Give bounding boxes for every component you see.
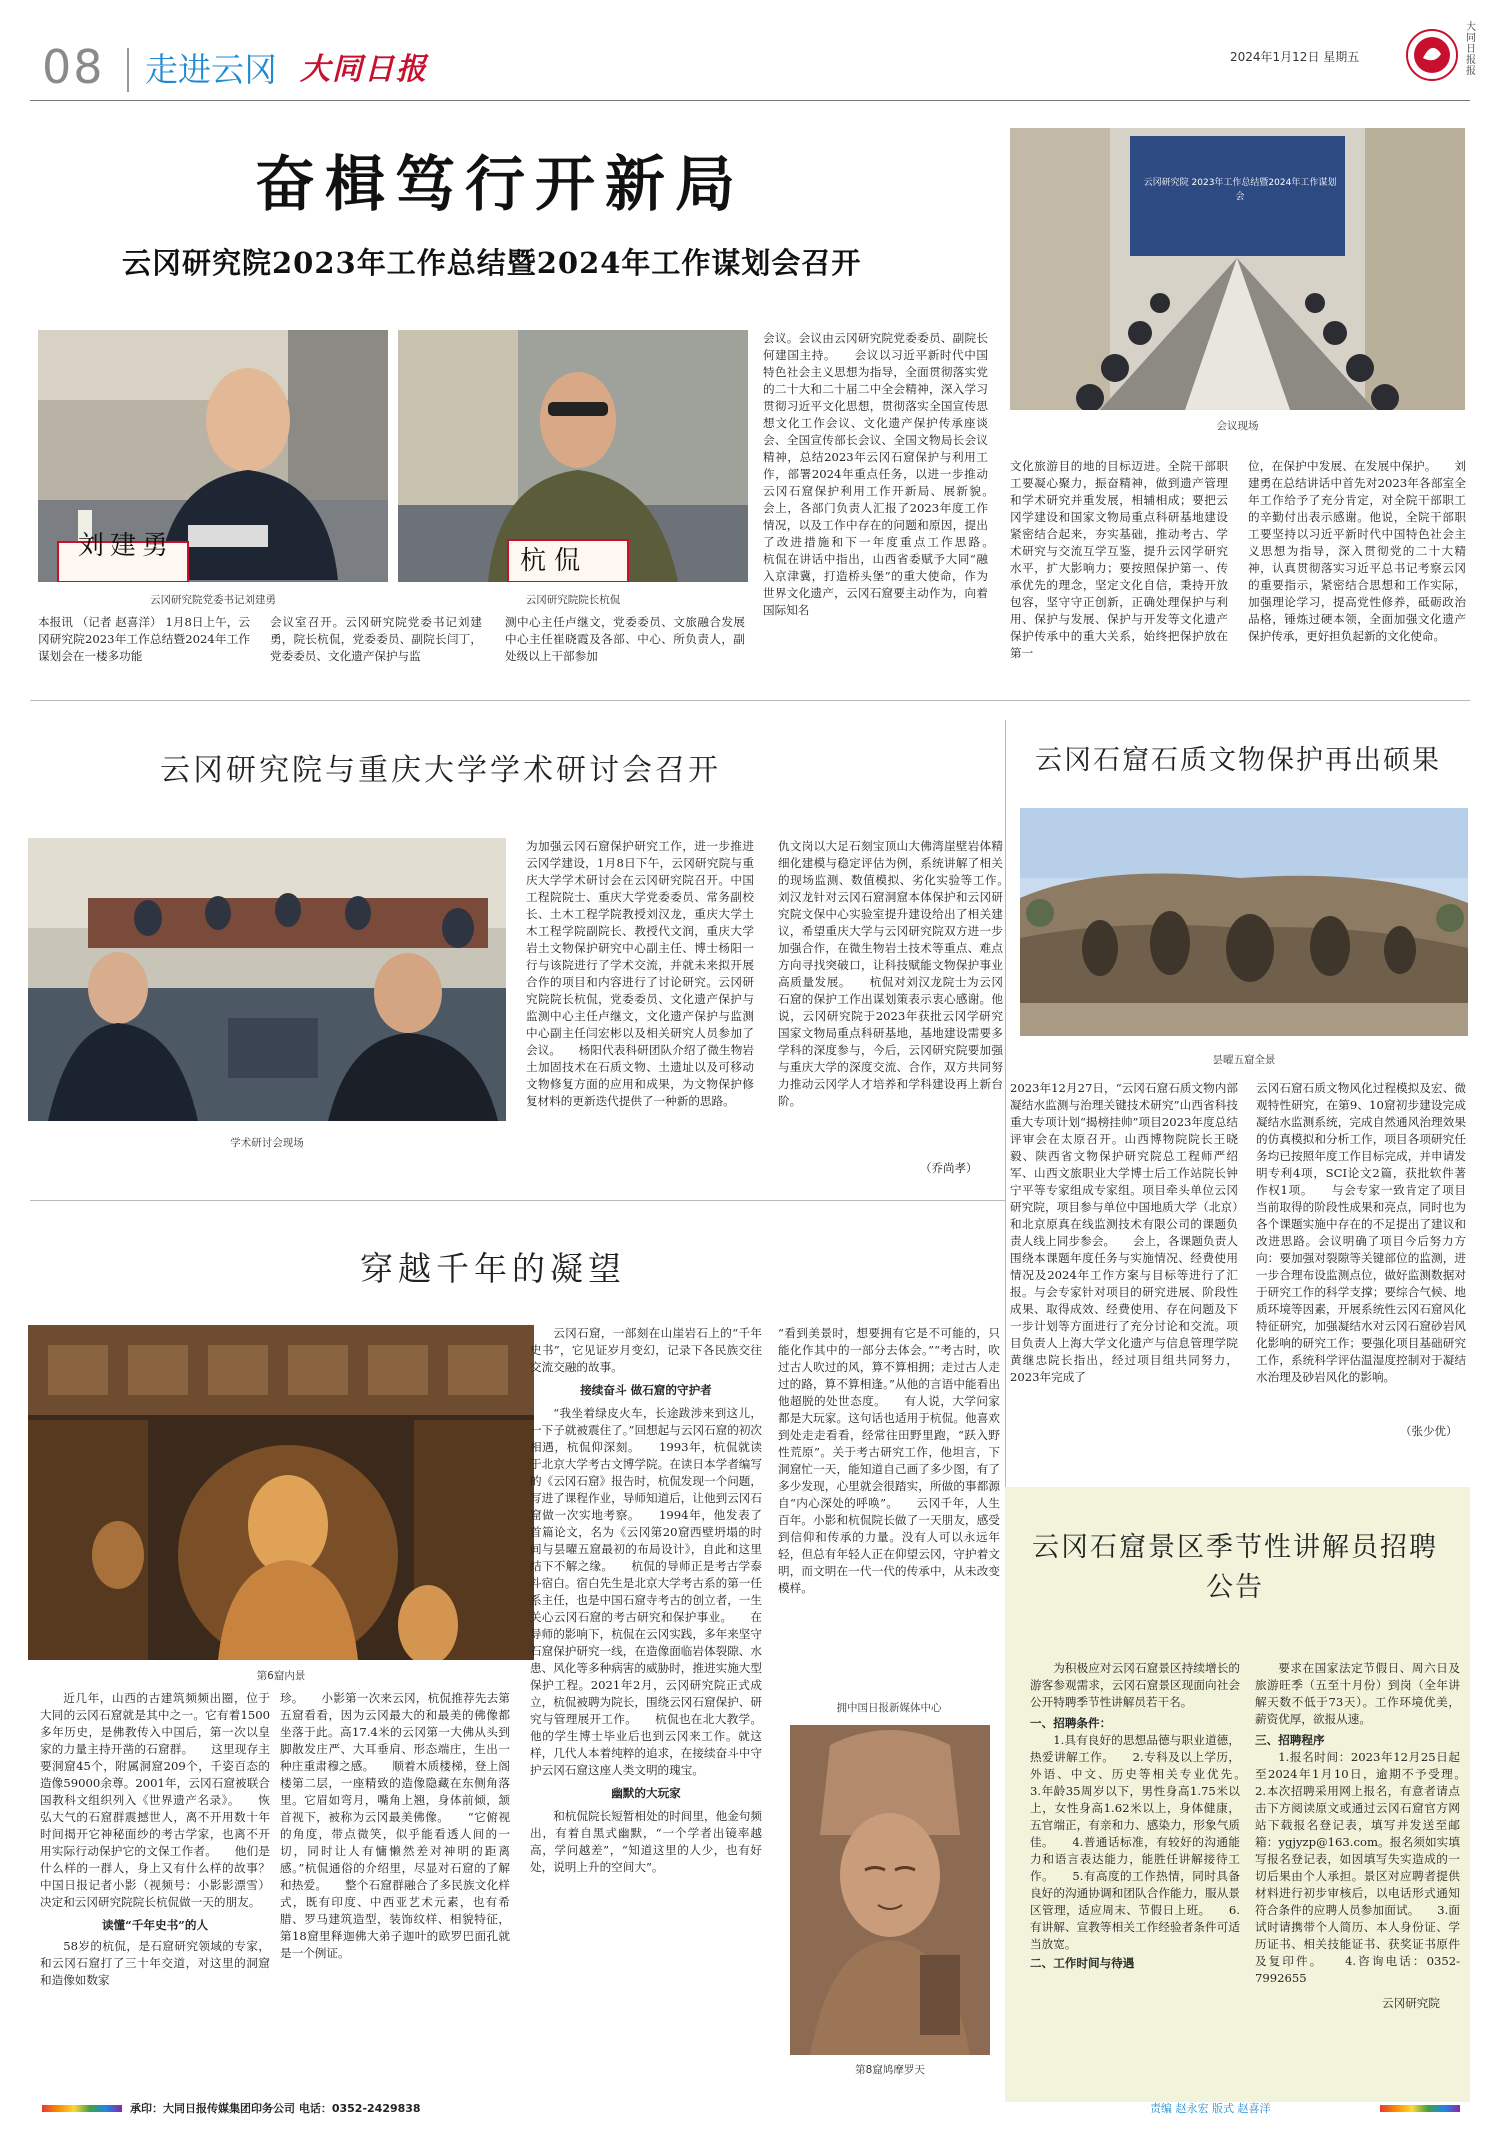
paper-logo: 大同日报 [300,52,428,87]
recruit-h3: 三、招聘程序 [1255,1733,1325,1747]
section-title: 走进云冈 [145,50,277,89]
article4-col4: “看到美景时，想要拥有它是不可能的，只能化作其中的一部分去体会。”“考古时，吹过古人吹过的风，算不算相拥；走过古人走过的路，算不算相逢。”从他的言语中能看出他超脱的处世态度。 有人说，大学问家都是大玩家。这句话也适用于杭侃。他喜欢到处走走看看，经常往田野里跑，“跃入野性荒原”。关于考古研究工作，他坦言，下洞窟忙一天，能知道自己画了多少图，有了多少发现，心里就会很踏实，所做的事都源自“内心深处的呼唤”。 云冈千年，人生百年。小影和杭侃院长做了一天朋友，感受到信仰和传承的力量。没有人可以永远年轻，但总有年轻人正在仰望云冈，守护着文明，而文明在一代一代的传承中，从未改变模样。 [778,1326,1000,1595]
photo2-caption: 云冈研究院院长杭侃 [525,594,621,606]
recruit-col1 [1030,1660,1240,2100]
article3-col2: 云冈石窟石质文物风化过程模拟及宏、微观特性研究，在第9、10窟初步建设完成凝结水监测系统，完成自然通风治理效果的仿真模拟和分析工作，项目各项研究任务均已按照年度工作目标完成，并申请发明专利4项，SCI论文2篇，获批软件著作权1项。 与会专家一致肯定了项目当前取得的阶段性成果和亮点，同时也为各个课题实施中存在的不足提出了建议和改进思路。会议明确了项目今后努力方向：要加强对裂隙等关键部位的监测，进一步合理布设监测点位，做好监测数据对于研究工作的科学支撑；要综合气候、地质环境等因素，开展系统性云冈石窟风化特征研究，加强凝结水对云冈石窟砂岩风化影响的研究工作；要强化项目基础研究工作，系统科学评估温湿度控制对于凝结水治理及砂岩风化的影响。 [1256,1081,1466,1384]
article3-byline: （张少优） [1400,1424,1458,1438]
seminar-caption: 学术研讨会现场 [230,1137,304,1149]
meeting-screen-text: 云冈研究院 2023年工作总结暨2024年工作谋划会 [1143,178,1337,202]
photo1-caption: 云冈研究院党委书记刘建勇 [150,594,276,606]
article2-headline: 云冈研究院与重庆大学学术研讨会召开 [160,753,721,788]
footer-editor: 责编 赵永宏 版式 赵喜洋 [1150,2102,1271,2115]
footer-printer: 承印：大同日报传媒集团印务公司 电话：0352-2429838 [130,2102,421,2115]
footer-color-bar-left [42,2105,122,2112]
article4-col1-subhead: 读懂“千年史书”的人 [101,1918,209,1932]
article4-col3-subhead: 接续奋斗 做石窟的守护者 [580,1383,712,1397]
article4-col1-text: 近几年，山西的古建筑频频出圈，位于大同的云冈石窟就是其中之一。它有着1500多年历史，是佛教传入中国后，第一次以皇家的力量主持开凿的石窟群。 这里现存主要洞窟45个，附属洞窟209个，千姿百态的造像59000余尊。2001年，云冈石窟被联合国教科文组织列入《世界遗产名录》。 恢弘大气的石窟群震撼世人，离不开用数十年时间揭开它神秘面纱的考古学家，也离不开用实际行动保护它的文保工作者。 他们是什么样的一群人，身上又有什么样的故事？中国日报记者小影（视频号：小影影漂雪）决定和云冈研究院院长杭侃做一天的朋友。 [40,1691,270,1909]
recruit-col2 [1255,1660,1460,2100]
article2-byline: （乔尚孝） [920,1161,978,1175]
article4-col3-tail: 和杭侃院长短暂相处的时间里，他金句频出，有着自黑式幽默，“一个学者出镜率越高，学问越差”，“知道这里的人少，也有好处，说明上升的空间大”。 [530,1809,762,1874]
footer-color-bar-right [1380,2105,1460,2112]
issue-date: 2024年1月12日 星期五 [1230,50,1360,64]
article4-headline: 穿越千年的凝望 [360,1249,626,1288]
photo1-nameplate: 刘建勇 [78,531,175,561]
recruit-intro: 为积极应对云冈石窟景区持续增长的游客参观需求，云冈石窟景区现面向社会公开特聘季节性讲解员若干名。 [1030,1661,1240,1709]
article1-col5: 文化旅游目的地的目标迈进。全院干部职工要凝心聚力，振奋精神，做到遗产管理和学术研究并重发展，相辅相成；要把云冈学建设和国家文物局重点科研基地建设紧密结合起来，夯实基础，推动考古、学术研究与交流互学互鉴，提升云冈学研究水平，扩大影响力；要按照保护第一、传承优先的理念，坚定文化自信，秉持开放包容，坚守守正创新，正确处理保护与利用、保护与发展、保护与开发等文化遗产保护传承中的重大关系，始终把保护放在第一 [1010,459,1228,660]
article2-col1: 为加强云冈石窟保护研究工作，进一步推进云冈学建设，1月8日下午，云冈研究院与重庆大学学术研讨会在云冈研究院召开。中国工程院院士、重庆大学党委委员、常务副校长、土木工程学院教授刘汉龙，重庆大学土木工程学院副院长、教授代文润，重庆大学岩土文物保护研究中心副主任、博士杨阳一行与该院进行了学术交流，并就未来拟开展合作的项目和内容进行了讨论研究。云冈研究院院长杭侃，党委委员、文化遗产保护与监测中心主任卢继文，文化遗产保护与监测中心副主任闫宏彬以及相关研究人员参加了会议。 杨阳代表科研团队介绍了微生物岩土加固技术在石质文物、土遗址以及可移动文物修复方面的应用和成果，为文物保护修复材料的更新迭代提供了一种新的思路。 [526,839,754,1108]
article2-col2: 仇文岗以大足石刻宝顶山大佛湾崖壁岩体精细化建模与稳定评估为例，系统讲解了相关的现场监测、数值模拟、劣化实验等工作。 刘汉龙针对云冈石窟洞窟本体保护和云冈研究院文保中心实验室提升建设给出了相关建议，希望重庆大学与云冈研究院双方进一步加强合作，在微生物岩土技术等重点、难点方向寻找突破口，让科技赋能文物保护事业高质量发展。 杭侃对刘汉龙院士为云冈石窟的保护工作出谋划策表示衷心感谢。他说，云冈研究院于2023年获批云冈学研究国家文物局重点科研基地，基地建设需要多学科的深度参与，今后，云冈研究院要加强与重庆大学的深度交流、合作，双方共同努力推动云冈学人才培养和学科建设再上新台阶。 [778,839,1003,1108]
recruit-h2: 二、工作时间与待遇 [1030,1956,1135,1970]
photo2-nameplate: 杭侃 [520,546,589,576]
article1-col2: 会议室召开。云冈研究院党委书记刘建勇，院长杭侃，党委委员、副院长闫丁，党委委员、文化遗产保护与监 [270,615,482,663]
article4-col1 [40,1690,270,2090]
cave6-caption: 第6窟内景 [256,1670,306,1682]
masthead-divider [127,48,129,92]
recruit-sign: 云冈研究院 [1382,1996,1440,2010]
article3-headline: 云冈石窟石质文物保护再出硕果 [1035,745,1441,776]
article1-col3: 测中心主任卢继文，党委委员、文旅融合发展中心主任崔晓霞及各部、中心、所负责人，副处级以上干部参加 [505,615,745,663]
recruit-h1: 一、招聘条件： [1030,1716,1112,1730]
article1-col4: 会议。会议由云冈研究院党委委员、副院长何建国主持。 会议以习近平新时代中国特色社会主义思想为指导，全面贯彻落实党的二十大和二十届二中全会精神，深入学习贯彻习近平文化思想，贯彻落实全国宣传思想文化工作会议、文化遗产保护传承座谈会、全国宣传部长会议、全国文物局长会议精神，总结2023年云冈石窟保护与利用工作，部署2024年重点任务，以进一步推动云冈石窟保护利用工作开新局、展新貌。 会上，各部门负责人汇报了2023年度工作情况，以及工作中存在的问题和原因，提出了改进措施和下一年度重点工作思路。 杭侃在讲话中指出，山西省委赋予大同“融入京津冀，打造桥头堡”的重大使命，作为世界文化遗产，云冈石窟要主动作为，向着国际知名 [763,331,988,617]
paper-seal-text: 大同日报报 [1466,22,1476,77]
article1-col1: 本报讯 （记者 赵喜洋） 1月8日上午，云冈研究院2023年工作总结暨2024年工作谋划会在一楼多功能 [38,615,250,663]
photo-cave6-interior [28,1325,534,1660]
paper-seal-icon [1405,28,1460,83]
photo-meeting-scene [1010,128,1465,410]
photo-seminar [28,838,506,1121]
article4-col2: 珍。 小影第一次来云冈，杭侃推荐先去第五窟看看，因为云冈最大的和最美的佛像都坐落于此。高17.4米的云冈第一大佛从头到脚散发庄严、大耳垂肩、形态端庄，生出一种庄重肃穆之感。 顺着木质楼梯，登上阁楼第二层，一座精致的造像隐藏在东侧角落里。它眉如弯月，嘴角上翘，身体前倾，颔首视下，被称为云冈最美佛像。 “它俯视的角度，带点微笑，似乎能看透人间的一切，同时让人有慵懒然差对神明的距离感。”杭侃通俗的介绍里，尽显对石窟的了解和热爱。 整个石窟群融合了多民族文化样式，既有印度、中西亚艺术元素，也有希腊、罗马建筑造型，装饰纹样、相貌特征，第18窟里释迦佛大弟子迦叶的欧罗巴面孔就是一个例证。 [280,1691,510,1960]
article1-subheadline: 云冈研究院2023年工作总结暨2024年工作谋划会召开 [122,246,862,280]
tanyao-caption: 昙曜五窟全景 [1212,1054,1276,1066]
cave8-caption: 第8窟鸠摩罗天 [855,2064,925,2076]
page-number: 08 [42,40,105,94]
article1-col6: 位，在保护中发展、在发展中保护。 刘建勇在总结讲话中首先对2023年各部室全年工作给予了充分肯定，对全院干部职工的辛勤付出表示感谢。他说，全院干部职工要坚持以习近平新时代中国特色社会主义思想为指导，深入贯彻党的二十大精神，认真贯彻落实习近平总书记考察云冈的重要指示，紧密结合思想和工作实际，加强理论学习，提高党性修养，砥砺政治品格，锤炼过硬本领，全面加强文化遗产保护传承，更好担负起新的文化使命。 [1248,459,1466,643]
photo-tanyao-caves [1020,808,1468,1036]
photo-cave8-kumarakumara [790,1725,990,2055]
article4-col3 [530,1325,762,2095]
article4-credit: 拥中国日报新媒体中心 [836,1702,942,1714]
article4-col1-tail: 58岁的杭侃，是石窟研究领域的专家，和云冈石窟打了三十年交道，对这里的洞窟和造像如数家 [40,1939,270,1987]
article4-col3-subhead2: 幽默的大玩家 [611,1786,681,1800]
recruit-headline: 云冈石窟景区季节性讲解员招聘公告 [1032,1532,1438,1603]
article3-col1: 2023年12月27日，“云冈石窟石质文物内部凝结水监测与治理关键技术研究”山西省科技重大专项计划“揭榜挂帅”项目2023年度总结评审会在太原召开。山西博物院院长王晓毅、陕西省文物保护研究院总工程师严绍军、山西文旅职业大学博士后工作站院长钟宁平等专家组成专家组。项目牵头单位云冈研究院，项目参与单位中国地质大学（北京）和北京原真在线监测技术有限公司的课题负责人线上同步参会。 会上，各课题负责人围绕本课题年度任务与实施情况、经费使用情况及2024年工作方案与目标等进行了汇报。与会专家针对项目的研究进展、阶段性成果、取得成效、经费使用、存在问题及下一步计划等方面进行了充分讨论和交流。项目负责人上海大学文化遗产与信息管理学院黄继忠院长指出，经过项目组共同努力，2023年完成了 [1010,1081,1238,1384]
recruit-c2: 要求在国家法定节假日、周六日及旅游旺季（五至十月份）到岗（全年讲解天数不低于73天）。工作环境优美，薪资优厚，欲报从速。 [1255,1661,1460,1726]
article4-col3-intro: 云冈石窟，一部刻在山崖岩石上的“千年史书”，它见证岁月变幻，记录下各民族交往交流交融的故事。 [530,1326,762,1374]
recruit-c3: 1.报名时间：2023年12月25日起至2024年1月10日，逾期不予受理。 2.本次招聘采用网上报名，有意者请点击下方阅读原文或通过云冈石窟官方网站下载报名登记表，填写并发送至邮箱：ygjyzp@163.com。报名须如实填写报名登记表，如因填写失实造成的一切后果由个人承担。景区对应聘者提供材料进行初步审核后，以电话形式通知符合条件的应聘人员参加面试。 3.面试时请携带个人简历、本人身份证、学历证书、相关技能证书、获奖证书原件及复印件。 4.咨询电话：0352-7992655 [1255,1750,1460,1985]
article1-headline: 奋楫笃行开新局 [255,150,745,220]
article4-col3-body: “我坐着绿皮火车，长途跋涉来到这儿，一下子就被震住了。”回想起与云冈石窟的初次相遇，杭侃仰深刻。 1993年，杭侃就读于北京大学考古文博学院。在读日本学者编写的《云冈石窟》报告时，杭侃发现一个问题，写进了课程作业，导师知道后，让他到云冈石窟做一次实地考察。 1994年，他发表了首篇论文，名为《云冈第20窟西壁坍塌的时间与昙曜五窟最初的布局设计》，自此和这里结下不解之缘。 杭侃的导师正是考古学泰斗宿白。宿白先生是北京大学考古系的第一任系主任，也是中国石窟寺考古的创立者，一生关心云冈石窟的考古研究和保护事业。 在导师的影响下，杭侃在云冈实践，多年来坚守石窟保护研究一线，在造像面临岩体裂隙、水患、风化等多种病害的威胁时，推进实施大型保护工程。2021年2月，云冈研究院正式成立，杭侃被聘为院长，围绕云冈石窟保护、研究与管理展开工作。 杭侃也在北大教学。他的学生博士毕业后也到云冈来工作。就这样，几代人本着纯粹的追求，在接续奋斗中守护云冈石窟这座人类文明的瑰宝。 [530,1406,762,1777]
photo3-caption: 会议现场 [1216,420,1259,432]
recruit-c1: 1.具有良好的思想品德与职业道德，热爱讲解工作。 2.专科及以上学历，外语、中文、历史等相关专业优先。 3.年龄35周岁以下，男性身高1.75米以上，女性身高1.62米以上，身体健康，五官端正，有亲和力、感染力，形象气质佳。 4.普通话标准，有较好的沟通能力和语言表达能力，能胜任讲解接待工作。 5.有高度的工作热情，同时具备良好的沟通协调和团队合作能力，服从景区管理，适应周末、节假日上班。 6.有讲解、宣教等相关工作经验者条件可适当放宽。 [1030,1733,1240,1951]
